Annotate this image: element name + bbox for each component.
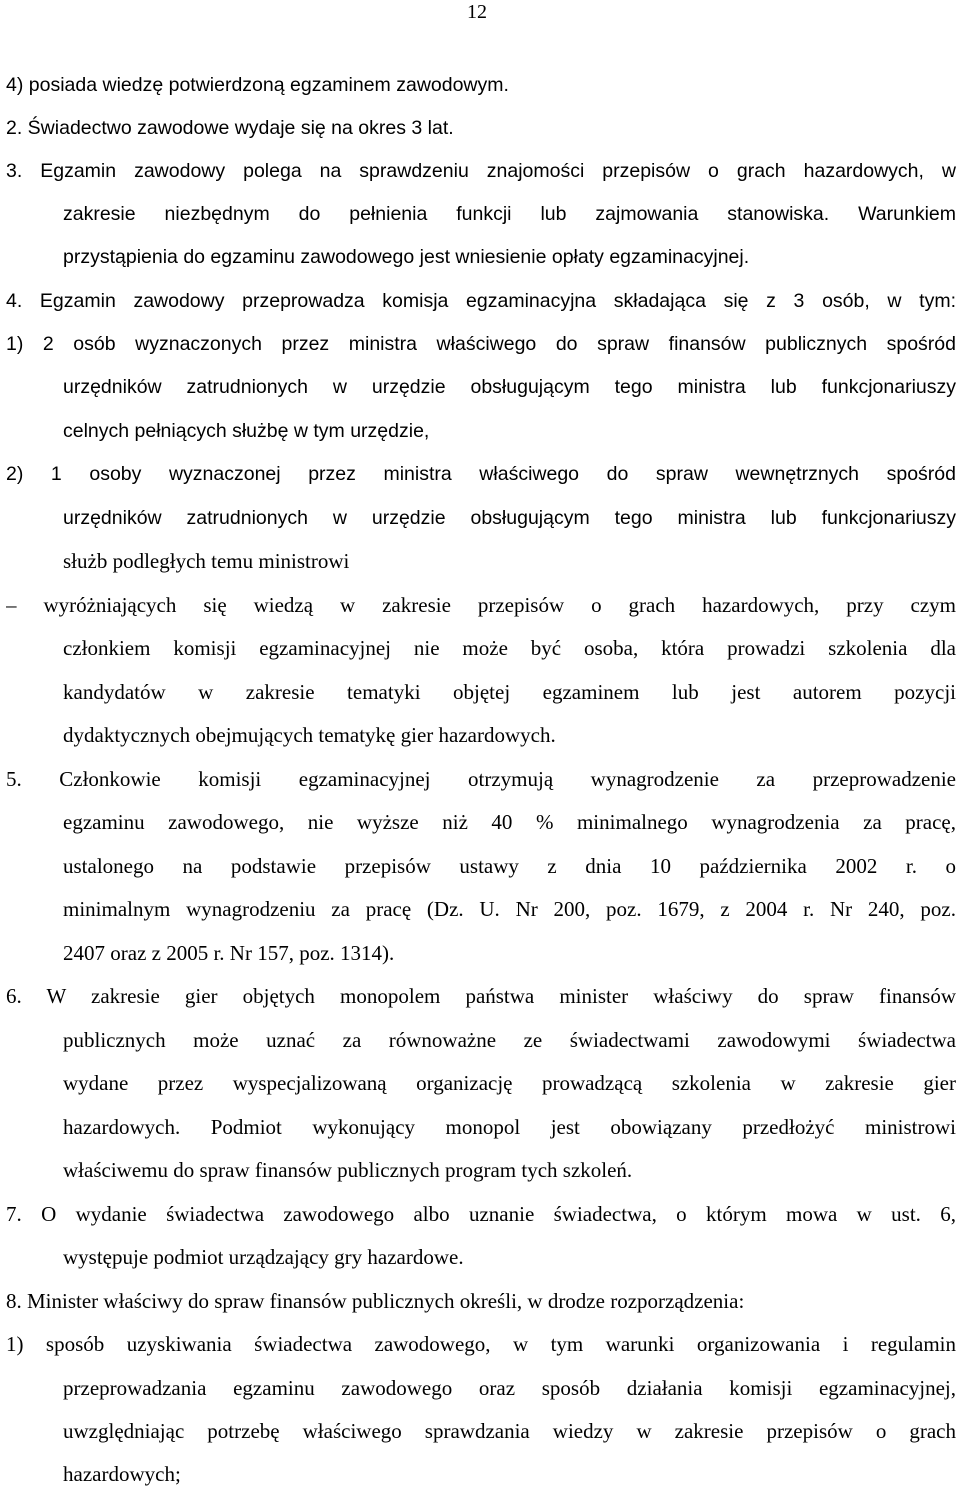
text-line: publicznych może uznać za równoważne ze świadectwami zawodowymi świadectwa (63, 1028, 956, 1052)
text-line: 7. O wydanie świadectwa zawodowego albo uznanie świadectwa, o którym mowa w ust. 6, (6, 1202, 956, 1226)
text-line: hazardowych. Podmiot wykonujący monopol jest obowiązany przedłożyć ministrowi (63, 1115, 956, 1139)
text-line: 1) 2 osób wyznaczonych przez ministra właściwego do spraw finansów publicznych spośród (6, 333, 956, 355)
text-line: – wyróżniających się wiedzą w zakresie przepisów o grach hazardowych, przy czym (6, 593, 956, 617)
text-line: służb podległych temu ministrowi (63, 549, 350, 573)
text-line: przeprowadzania egzaminu zawodowego oraz sposób działania komisji egzaminacyjnej, (63, 1376, 956, 1400)
text-line: ustalonego na podstawie przepisów ustawy z dnia 10 października 2002 r. o (63, 854, 956, 878)
text-line: 2) 1 osoby wyznaczonej przez ministra właściwego do spraw wewnętrznych spośród (6, 463, 956, 485)
text-line: 4) posiada wiedzę potwierdzoną egzaminem zawodowym. (6, 74, 509, 96)
text-line: kandydatów w zakresie tematyki objętej egzaminem lub jest autorem pozycji (63, 680, 956, 704)
text-line: urzędników zatrudnionych w urzędzie obsługującym tego ministra lub funkcjonariuszy (63, 507, 956, 529)
text-line: minimalnym wynagrodzeniu za pracę (Dz. U. Nr 200, poz. 1679, z 2004 r. Nr 240, poz. (63, 897, 956, 921)
text-line: celnych pełniących służbę w tym urzędzie, (63, 420, 430, 442)
text-line: właściwemu do spraw finansów publicznych program tych szkoleń. (63, 1158, 633, 1182)
page-number: 12 (467, 1, 487, 23)
text-line: członkiem komisji egzaminacyjnej nie może być osoba, która prowadzi szkolenia dla (63, 636, 956, 660)
text-line: 2. Świadectwo zawodowe wydaje się na okres 3 lat. (6, 117, 454, 139)
text-line: uwzględniając potrzebę właściwego sprawdzania wiedzy w zakresie przepisów o grach (63, 1419, 956, 1443)
text-line: hazardowych; (63, 1462, 181, 1486)
text-line: 8. Minister właściwy do spraw finansów publicznych określi, w drodze rozporządzenia: (6, 1289, 745, 1313)
text-line: przystąpienia do egzaminu zawodowego jest wniesienie opłaty egzaminacyjnej. (63, 246, 750, 268)
text-line: 2407 oraz z 2005 r. Nr 157, poz. 1314). (63, 941, 395, 965)
text-line: 3. Egzamin zawodowy polega na sprawdzeniu znajomości przepisów o grach hazardowych, w (6, 160, 956, 182)
text-line: 6. W zakresie gier objętych monopolem państwa minister właściwy do spraw finansów (6, 984, 956, 1008)
text-line: urzędników zatrudnionych w urzędzie obsługującym tego ministra lub funkcjonariuszy (63, 376, 956, 398)
text-line: egzaminu zawodowego, nie wyższe niż 40 % minimalnego wynagrodzenia za pracę, (63, 810, 956, 834)
text-line: dydaktycznych obejmujących tematykę gier hazardowych. (63, 723, 556, 747)
text-line: występuje podmiot urządzający gry hazardowe. (63, 1245, 464, 1269)
text-line: 5. Członkowie komisji egzaminacyjnej otrzymują wynagrodzenie za przeprowadzenie (6, 767, 956, 791)
text-line: 4. Egzamin zawodowy przeprowadza komisja egzaminacyjna składająca się z 3 osób, w tym: (6, 290, 956, 312)
text-line: 1) sposób uzyskiwania świadectwa zawodowego, w tym warunki organizowania i regulamin (6, 1332, 956, 1356)
text-line: wydane przez wyspecjalizowaną organizację prowadzącą szkolenia w zakresie gier (63, 1071, 956, 1095)
text-line: zakresie niezbędnym do pełnienia funkcji lub zajmowania stanowiska. Warunkiem (63, 203, 956, 225)
